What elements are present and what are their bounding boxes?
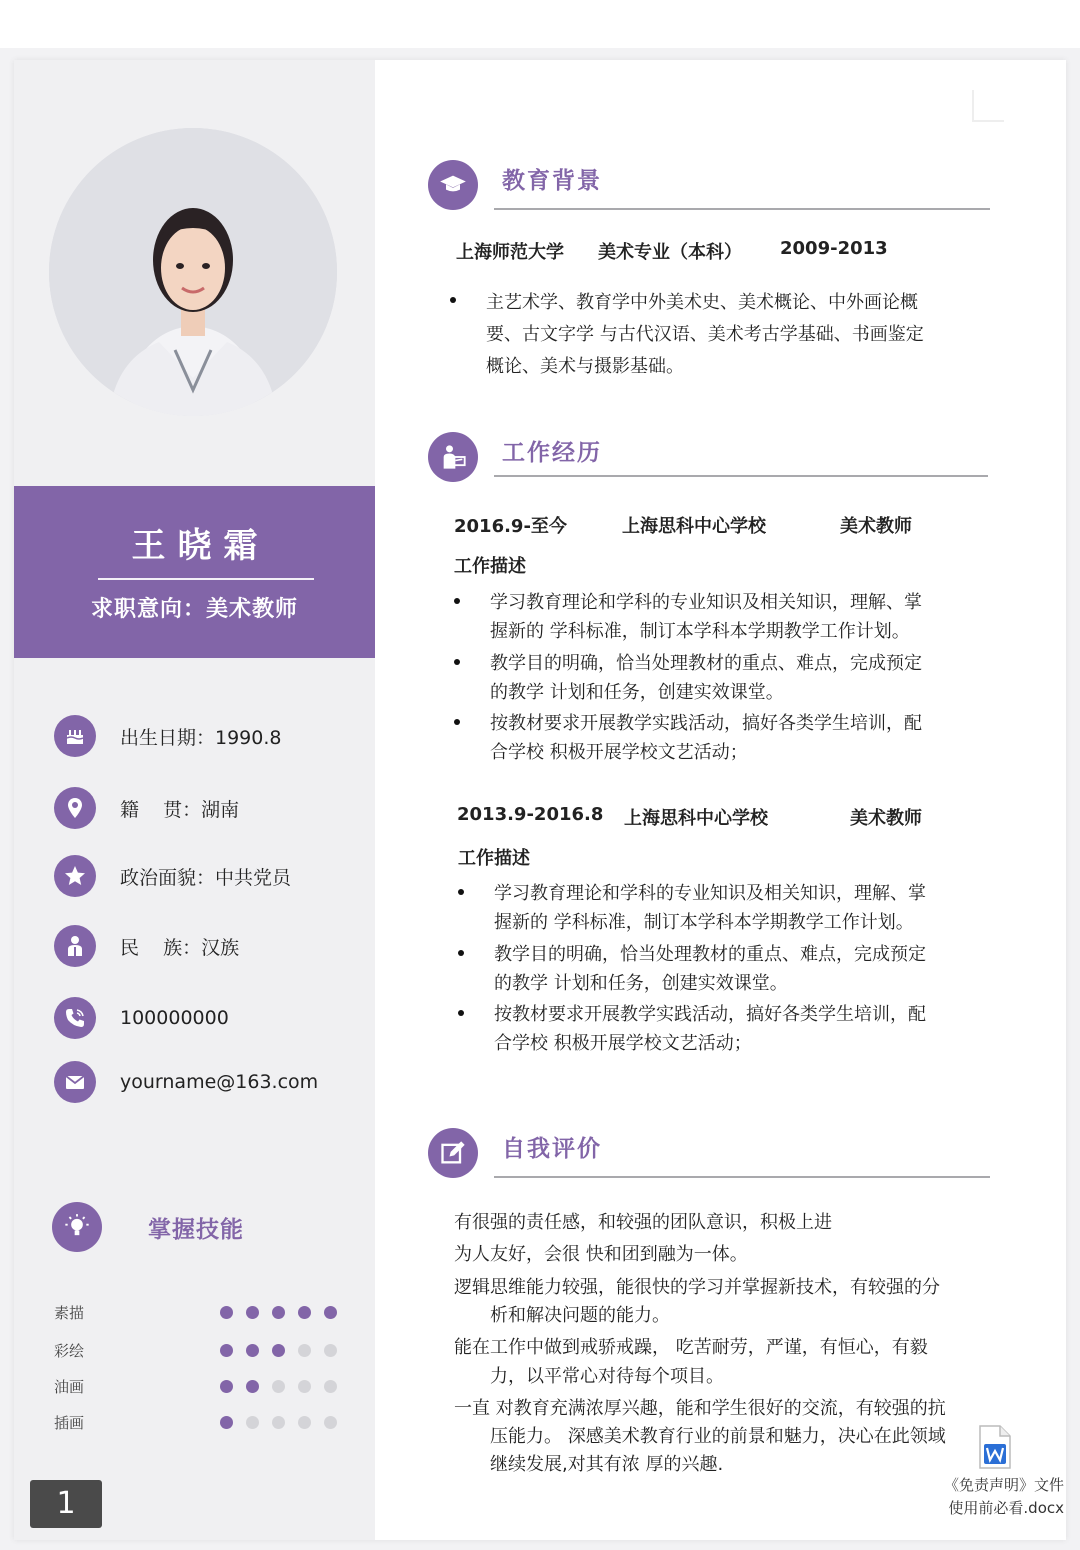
job-duty-line: 合学校 积极开展学校文艺活动；: [490, 742, 748, 763]
skill-label: 素描: [54, 1303, 85, 1322]
info-text: 民 族：汉族: [120, 936, 240, 959]
cake-icon: [54, 715, 96, 757]
info-ethnicity: [54, 924, 239, 968]
word-document-icon[interactable]: [970, 1424, 1016, 1470]
bullet: [454, 659, 460, 665]
job-role: 美术教师: [850, 808, 922, 829]
section-divider: [494, 1176, 990, 1178]
job-duty-line: 的教学 计划和任务，创建实效课堂。: [490, 682, 784, 703]
info-email: [54, 1060, 318, 1104]
phone-icon: [54, 997, 96, 1039]
skill-dot-filled: [324, 1306, 337, 1319]
bullet: [454, 598, 460, 604]
job-desc-label: 工作描述: [458, 848, 530, 869]
section-divider: [494, 475, 988, 477]
skill-dot-empty: [324, 1416, 337, 1429]
skill-dot-filled: [220, 1344, 233, 1357]
job-duty-line: 学习教育理论和学科的专业知识及相关知识，理解、掌: [494, 883, 926, 904]
self-eval-line: 继续发展,对其有浓 厚的兴趣.: [490, 1454, 724, 1475]
job-duty-line: 握新的 学科标准，制订本学科本学期教学工作计划。: [490, 621, 910, 642]
portrait-image: [49, 128, 337, 416]
edu-major: 美术专业（本科）: [598, 242, 742, 263]
skill-dot-empty: [272, 1416, 285, 1429]
skills-title: 掌握技能: [148, 1216, 244, 1243]
skill-label: 彩绘: [54, 1341, 85, 1360]
edu-school: 上海师范大学: [456, 242, 564, 263]
skill-dot-empty: [246, 1416, 259, 1429]
skill-row: [54, 1374, 344, 1398]
graduation-cap-icon: [428, 160, 478, 210]
skill-dot-empty: [298, 1344, 311, 1357]
bullet: [458, 889, 464, 895]
skills-header: [52, 1202, 244, 1252]
self-eval-line: 为人友好，会很 快和团到融为一体。: [454, 1244, 748, 1265]
bullet: [458, 1010, 464, 1016]
skill-dot-filled: [246, 1380, 259, 1393]
skill-row: [54, 1338, 344, 1362]
skill-label: 插画: [54, 1413, 85, 1432]
attachment-line: 使用前必看.docx: [948, 1499, 1064, 1517]
skill-dot-filled: [220, 1306, 233, 1319]
job-period: 2016.9-至今: [454, 516, 567, 537]
skill-level-dots: [220, 1380, 337, 1393]
self-eval-line: 力，以平常心对待每个项目。: [490, 1366, 724, 1387]
lightbulb-icon: [52, 1202, 102, 1252]
self-eval-header: [428, 1128, 602, 1178]
page-corner-mark: [972, 90, 1004, 122]
self-eval-line: 析和解决问题的能力。: [490, 1305, 670, 1326]
star-icon: [54, 855, 96, 897]
skill-level-dots: [220, 1416, 337, 1429]
profile-photo: [49, 128, 337, 416]
page-number: 1: [30, 1480, 102, 1528]
attachment-line: 《免责声明》文件: [943, 1476, 1064, 1494]
person-icon: [54, 925, 96, 967]
skill-dot-filled: [220, 1380, 233, 1393]
info-text: 100000000: [120, 1007, 229, 1029]
skill-level-dots: [220, 1306, 337, 1319]
info-text: 政治面貌：中共党员: [120, 866, 292, 889]
info-text: 出生日期：1990.8: [120, 726, 282, 749]
section-title: 自我评价: [502, 1136, 602, 1162]
location-pin-icon: [54, 787, 96, 829]
job-duty-line: 合学校 积极开展学校文艺活动；: [494, 1033, 752, 1054]
skill-dot-filled: [246, 1344, 259, 1357]
self-eval-line: 一直 对教育充满浓厚兴趣，能和学生很好的交流，有较强的抗: [454, 1398, 946, 1419]
job-intent: 求职意向：美术教师: [90, 597, 298, 622]
info-text: 籍 贯：湖南: [120, 798, 240, 821]
skill-dot-empty: [324, 1344, 337, 1357]
skill-dot-filled: [272, 1344, 285, 1357]
mail-icon: [54, 1061, 96, 1103]
education-header: [428, 160, 602, 210]
name-band: [14, 486, 375, 658]
info-phone: [54, 996, 229, 1040]
teacher-board-icon: [428, 432, 478, 482]
sidebar: [14, 60, 375, 1540]
job-duty-line: 教学目的明确，恰当处理教材的重点、难点，完成预定: [494, 944, 926, 965]
skill-level-dots: [220, 1344, 337, 1357]
skill-dot-filled: [272, 1306, 285, 1319]
skill-dot-empty: [324, 1380, 337, 1393]
edu-courses-line: 要、古文字学 与古代汉语、美术考古学基础、书画鉴定: [486, 324, 924, 345]
section-divider: [494, 208, 990, 210]
info-text: yourname@163.com: [120, 1071, 319, 1093]
work-header: [428, 432, 602, 482]
skill-dot-filled: [246, 1306, 259, 1319]
job-duty-line: 握新的 学科标准，制订本学科本学期教学工作计划。: [494, 912, 914, 933]
resume-page: [14, 60, 1066, 1540]
edit-icon: [428, 1128, 478, 1178]
info-hometown: [54, 786, 239, 830]
skill-row: [54, 1300, 344, 1324]
candidate-name: 王晓霜: [131, 526, 270, 566]
job-desc-label: 工作描述: [454, 556, 526, 577]
edu-courses-line: 概论、美术与摄影基础。: [486, 356, 684, 377]
bullet: [454, 719, 460, 725]
skill-row: [54, 1410, 344, 1434]
info-birthdate: [54, 714, 281, 758]
job-duty-line: 的教学 计划和任务，创建实效课堂。: [494, 973, 788, 994]
self-eval-line: 有很强的责任感，和较强的团队意识，积极上进: [454, 1212, 832, 1233]
job-company: 上海思科中心学校: [624, 808, 768, 829]
skill-dot-filled: [298, 1306, 311, 1319]
attachment-caption[interactable]: [924, 1474, 1064, 1520]
job-duty-line: 学习教育理论和学科的专业知识及相关知识，理解、掌: [490, 592, 922, 613]
skill-dot-filled: [220, 1416, 233, 1429]
skill-dot-empty: [298, 1380, 311, 1393]
edu-courses-line: 主艺术学、教育学中外美术史、美术概论、中外画论概: [486, 292, 918, 313]
skill-label: 油画: [54, 1377, 85, 1396]
info-political: [54, 854, 291, 898]
bullet: [450, 297, 456, 303]
self-eval-line: 能在工作中做到戒骄戒躁， 吃苦耐劳，严谨，有恒心，有毅: [454, 1337, 928, 1358]
job-company: 上海思科中心学校: [622, 516, 766, 537]
name-divider: [98, 578, 314, 580]
job-role: 美术教师: [840, 516, 912, 537]
job-duty-line: 按教材要求开展教学实践活动，搞好各类学生培训，配: [494, 1004, 926, 1025]
self-eval-line: 压能力。 深感美术教育行业的前景和魅力，决心在此领域: [490, 1426, 946, 1447]
job-duty-line: 按教材要求开展教学实践活动，搞好各类学生培训，配: [490, 713, 922, 734]
top-bar: [0, 0, 1080, 48]
section-title: 工作经历: [502, 440, 602, 466]
self-eval-line: 逻辑思维能力较强，能很快的学习并掌握新技术，有较强的分: [454, 1277, 940, 1298]
skill-dot-empty: [272, 1380, 285, 1393]
job-duty-line: 教学目的明确，恰当处理教材的重点、难点，完成预定: [490, 653, 922, 674]
skill-dot-empty: [298, 1416, 311, 1429]
edu-years: 2009-2013: [780, 238, 888, 259]
bullet: [458, 950, 464, 956]
section-title: 教育背景: [502, 168, 602, 194]
job-period: 2013.9-2016.8: [457, 804, 604, 825]
